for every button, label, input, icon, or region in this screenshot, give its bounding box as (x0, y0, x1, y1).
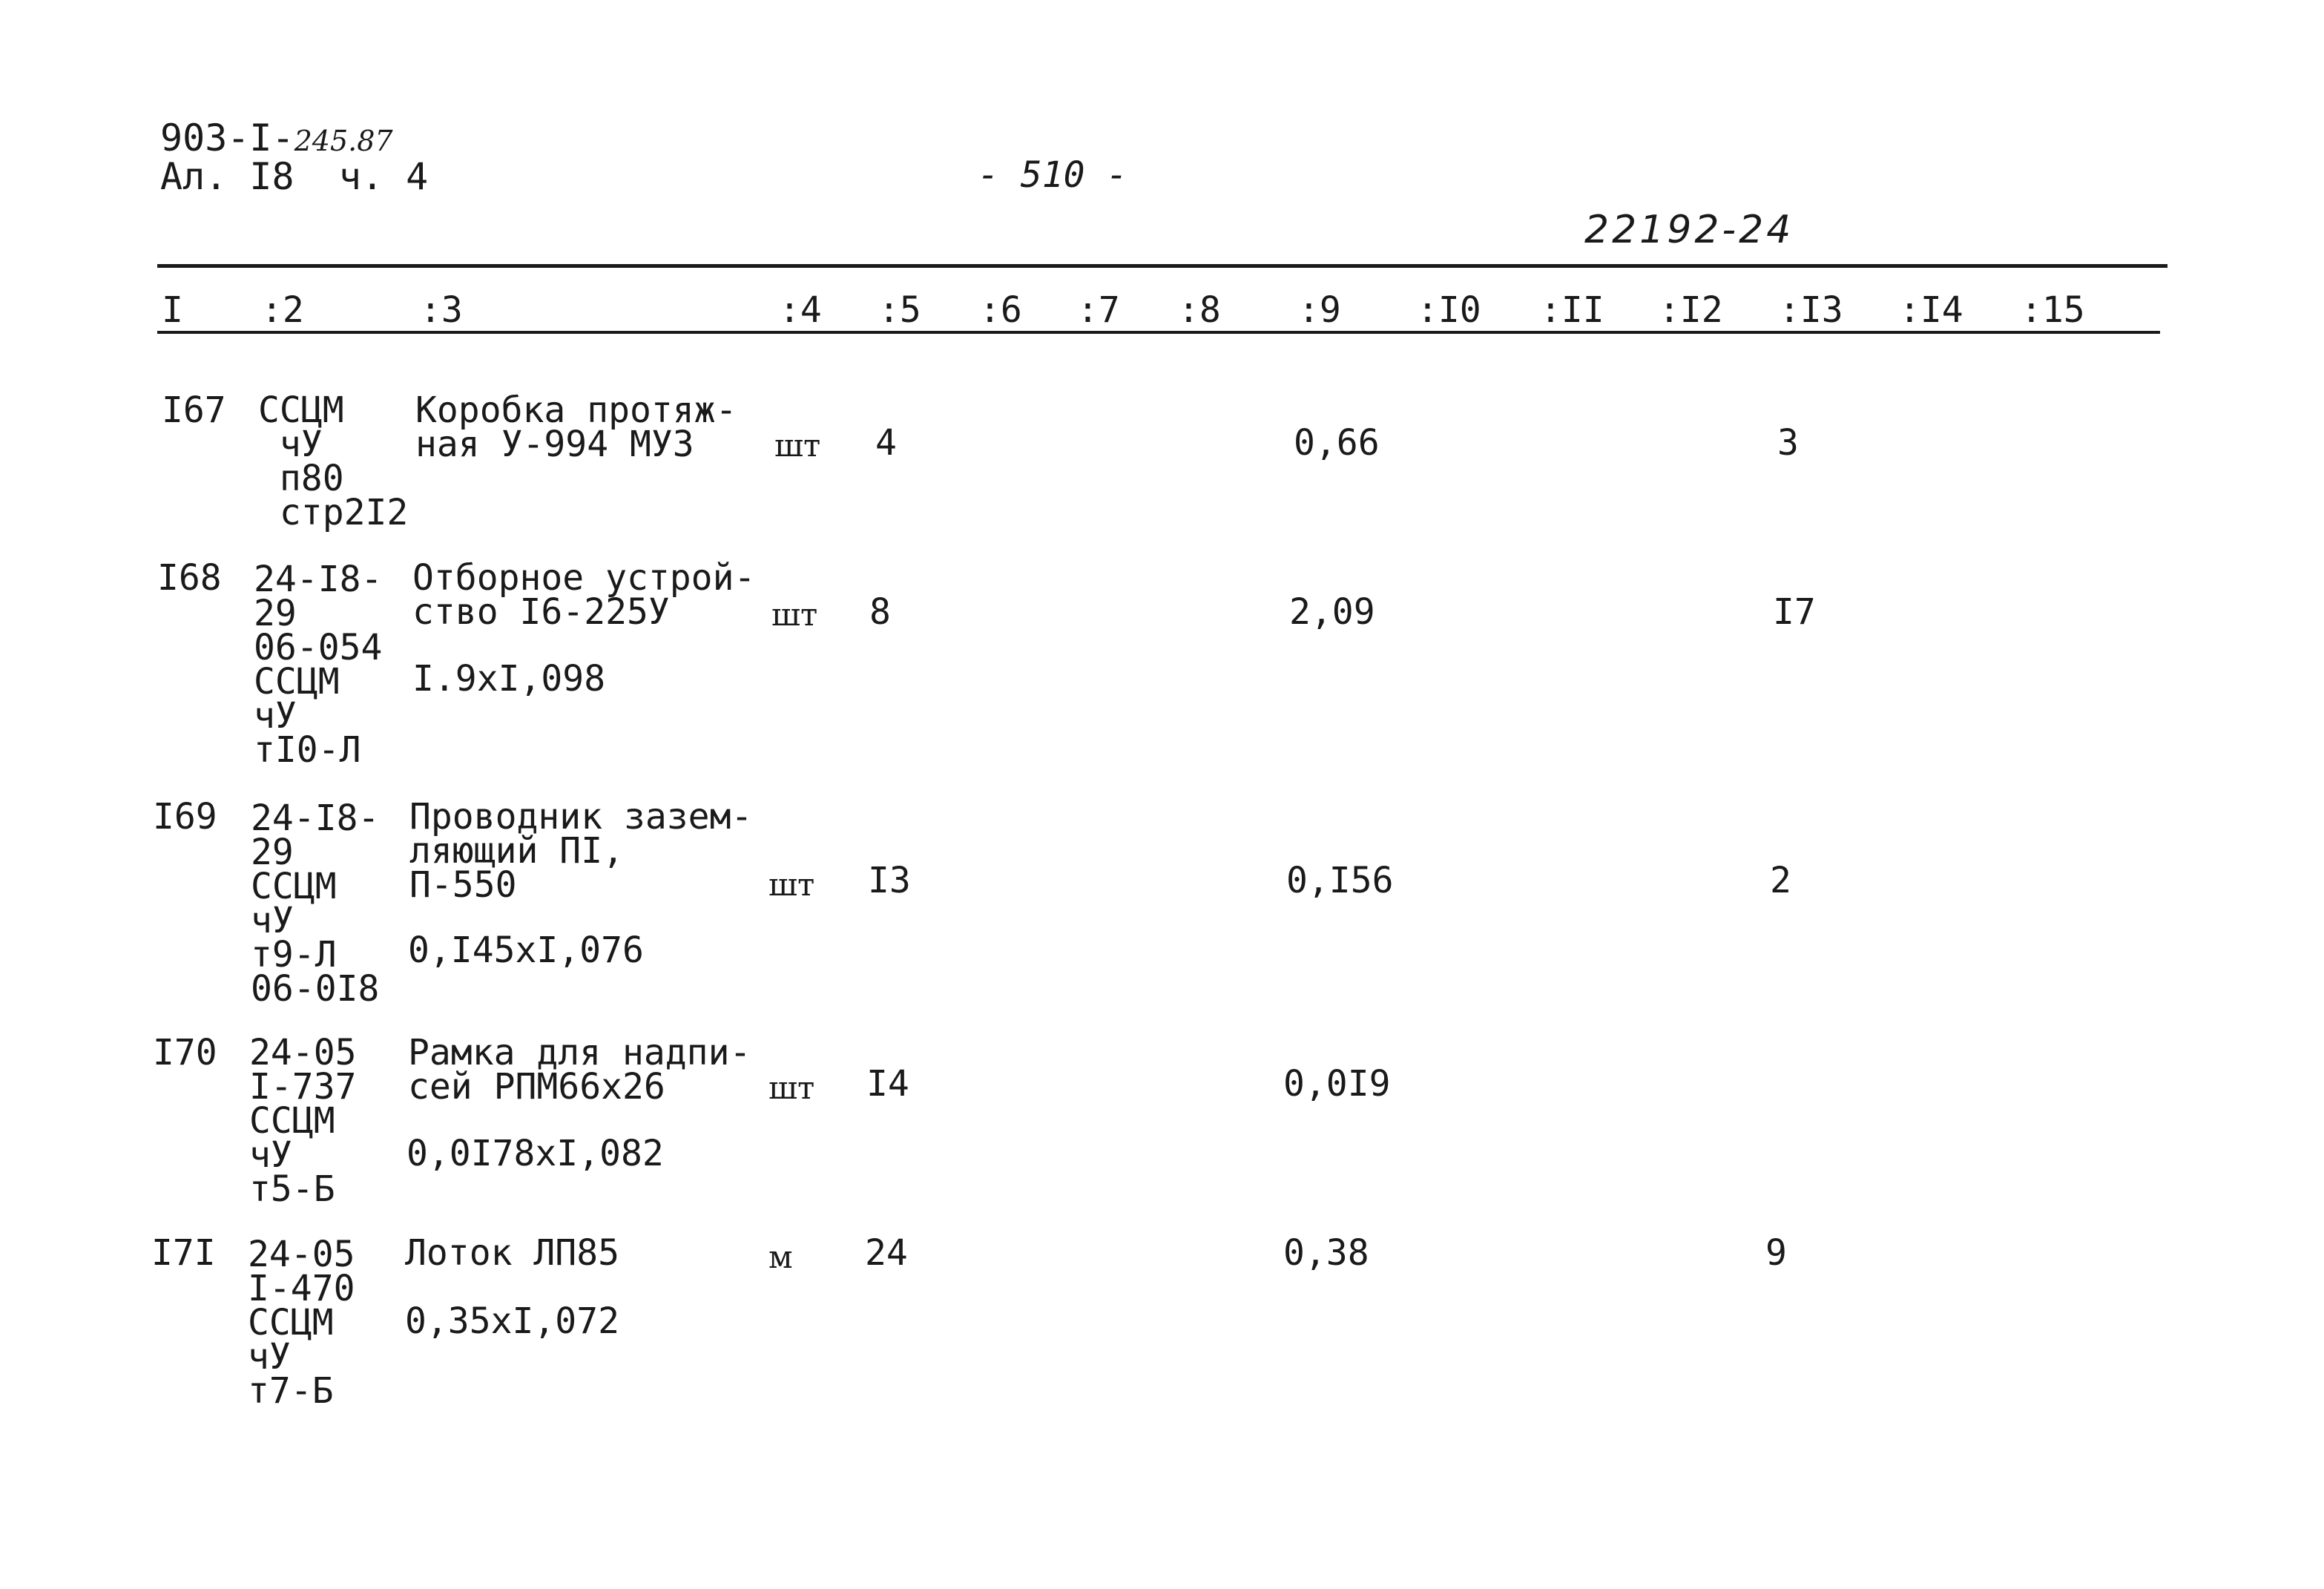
row-code: 24-I8- 29 ССЦМ чУ т9-Л 06-0I8 (251, 797, 380, 1010)
row-number: I70 (153, 1032, 217, 1073)
column-header-8: :8 (1178, 289, 1221, 331)
row-col13: 9 (1765, 1232, 1787, 1274)
column-header-3: :3 (420, 289, 463, 331)
column-header-4: :4 (779, 289, 822, 331)
row-col9: 0,I56 (1286, 860, 1394, 901)
row-quantity: 24 (865, 1232, 908, 1274)
column-header-14: :I4 (1899, 289, 1963, 331)
row-col9: 0,0I9 (1283, 1063, 1391, 1105)
row-number: I67 (162, 389, 226, 431)
row-quantity: 4 (875, 422, 897, 464)
row-unit: м (768, 1239, 793, 1275)
column-header-1: I (162, 289, 183, 331)
row-unit: шт (768, 1070, 815, 1106)
stamp-number: 22192-24 (1584, 208, 1794, 252)
row-name: Коробка протяж- ная У-994 МУЗ (415, 389, 737, 465)
row-col9: 0,38 (1283, 1232, 1369, 1274)
document-code (160, 116, 393, 160)
row-code: 24-I8- 29 06-054 ССЦМ чУ тI0-Л (254, 559, 383, 771)
column-header-13: :I3 (1779, 289, 1843, 331)
row-unit: шт (771, 596, 818, 633)
row-col9: 0,66 (1294, 422, 1380, 464)
row-dimensions: 0,0I78xI,082 (406, 1133, 664, 1174)
row-dimensions: 0,35xI,072 (405, 1300, 619, 1342)
row-name: Проводник зазем- ляющий ПI, П-550 (409, 796, 753, 906)
column-header-7: :7 (1077, 289, 1120, 331)
row-number: I69 (153, 796, 217, 838)
document-code-handwritten: 245.87 (294, 125, 393, 157)
row-unit: шт (774, 427, 821, 464)
row-name: Лоток ЛП85 (405, 1232, 619, 1274)
row-col9: 2,09 (1289, 591, 1375, 633)
row-quantity: 8 (869, 591, 891, 633)
column-header-2: :2 (261, 289, 304, 331)
row-name: Отборное устрой- ство I6-225У (412, 557, 756, 633)
row-number: I68 (157, 557, 222, 599)
column-header-11: :II (1540, 289, 1604, 331)
table-top-rule (157, 264, 2167, 268)
row-unit: шт (768, 866, 815, 903)
row-code: 24-05 I-470 ССЦМ чУ т7-Б (248, 1234, 355, 1412)
table-header-rule (157, 331, 2160, 334)
row-code: ССЦМ чУ п80 стр2I2 (258, 389, 409, 533)
row-col13: I7 (1773, 591, 1816, 633)
album-part-line: Ал. I8 ч. 4 (160, 155, 429, 198)
row-dimensions: I.9xI,098 (412, 658, 606, 700)
column-header-12: :I2 (1659, 289, 1723, 331)
row-col13: 2 (1770, 860, 1791, 901)
row-col13: 3 (1777, 422, 1799, 464)
page-number: - 510 - (978, 154, 1128, 196)
column-header-10: :I0 (1417, 289, 1481, 331)
row-name: Рамка для надпи- сей РПМ66х26 (408, 1032, 751, 1108)
column-header-15: :15 (2021, 289, 2085, 331)
row-code: 24-05 I-737 ССЦМ чУ т5-Б (249, 1032, 357, 1210)
column-header-6: :6 (979, 289, 1022, 331)
column-header-9: :9 (1298, 289, 1341, 331)
row-number: I7I (151, 1232, 216, 1274)
row-quantity: I3 (868, 860, 911, 901)
row-quantity: I4 (866, 1063, 909, 1105)
row-dimensions: 0,I45xI,076 (408, 930, 644, 971)
column-header-5: :5 (878, 289, 921, 331)
document-code-prefix: 903-I- (160, 116, 294, 159)
